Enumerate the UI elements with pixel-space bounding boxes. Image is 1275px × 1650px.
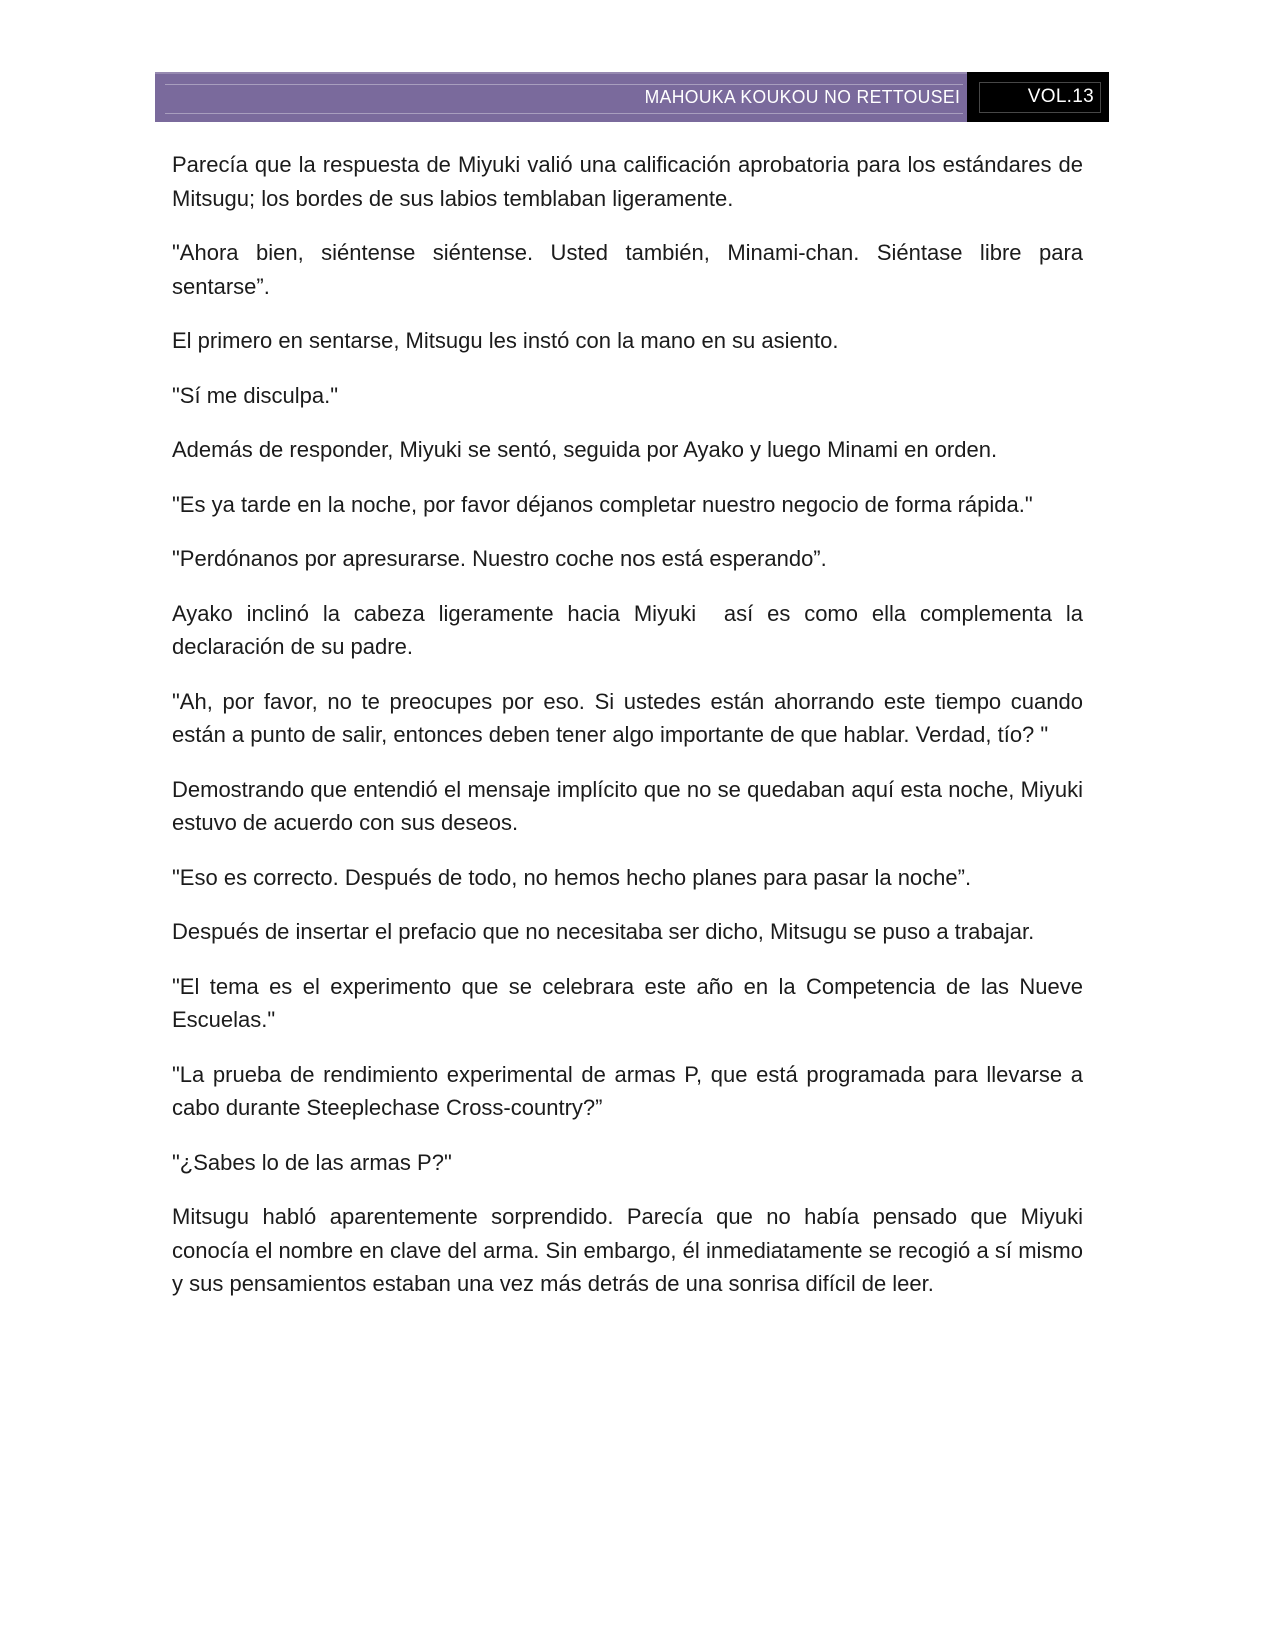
page-header-title: MAHOUKA KOUKOU NO RETTOUSEI <box>644 86 960 107</box>
paragraph: "Perdónanos por apresurarse. Nuestro coche nos está esperando”. <box>172 546 827 571</box>
volume-label: VOL.13 <box>1027 86 1094 107</box>
paragraph: Después de insertar el prefacio que no necesitaba ser dicho, Mitsugu se puso a trabajar. <box>172 919 1035 944</box>
header-title-cell <box>155 72 967 122</box>
paragraph: El primero en sentarse, Mitsugu les instó con la mano en su asiento. <box>172 328 839 353</box>
paragraph: "Ahora bien, siéntense siéntense. Usted también, Minami-chan. Siéntase libre para sentarse”. <box>172 240 1083 299</box>
paragraph: "¿Sabes lo de las armas P?" <box>172 1149 452 1175</box>
header-bar <box>155 72 1109 122</box>
paragraph: "Es ya tarde en la noche, por favor déjanos completar nuestro negocio de forma rápida." <box>172 491 1033 517</box>
paragraph: "La prueba de rendimiento experimental de armas P, que está programada para llevarse a cabo durante Steeplechase Cross-country?” <box>172 1061 1083 1120</box>
body-text <box>172 148 1083 1322</box>
paragraph: Además de responder, Miyuki se sentó, seguida por Ayako y luego Minami en orden. <box>172 437 998 462</box>
paragraph: "El tema es el experimento que se celebrara este año en la Competencia de las Nueve Escuelas." <box>172 973 1083 1032</box>
paragraph: Parecía que la respuesta de Miyuki valió una calificación aprobatoria para los estándares de Mitsugu; los bordes de sus labios temblaban ligeramente. <box>172 152 1083 211</box>
paragraph: "Ah, por favor, no te preocupes por eso. Si ustedes están ahorrando este tiempo cuando están a punto de salir, entonces deben tener algo importante de que hablar. Verdad, tío? " <box>172 688 1083 747</box>
paragraph: "Eso es correcto. Después de todo, no hemos hecho planes para pasar la noche”. <box>172 864 972 890</box>
paragraph: Ayako inclinó la cabeza ligeramente hacia Miyuki así es como ella complementa la declaración de su padre. <box>172 600 1083 659</box>
paragraph: Mitsugu habló aparentemente sorprendido. Parecía que no había pensado que Miyuki conocía el nombre en clave del arma. Sin embargo, él inmediatamente se recogió a sí mismo y sus pensamientos estaban una vez más detrás de una sonrisa difícil de leer. <box>172 1204 1083 1296</box>
paragraph: Demostrando que entendió el mensaje implícito que no se quedaban aquí esta noche, Miyuki estuvo de acuerdo con sus deseos. <box>172 776 1083 835</box>
volume-badge <box>967 72 1109 122</box>
paragraph: "Sí me disculpa." <box>172 382 339 408</box>
